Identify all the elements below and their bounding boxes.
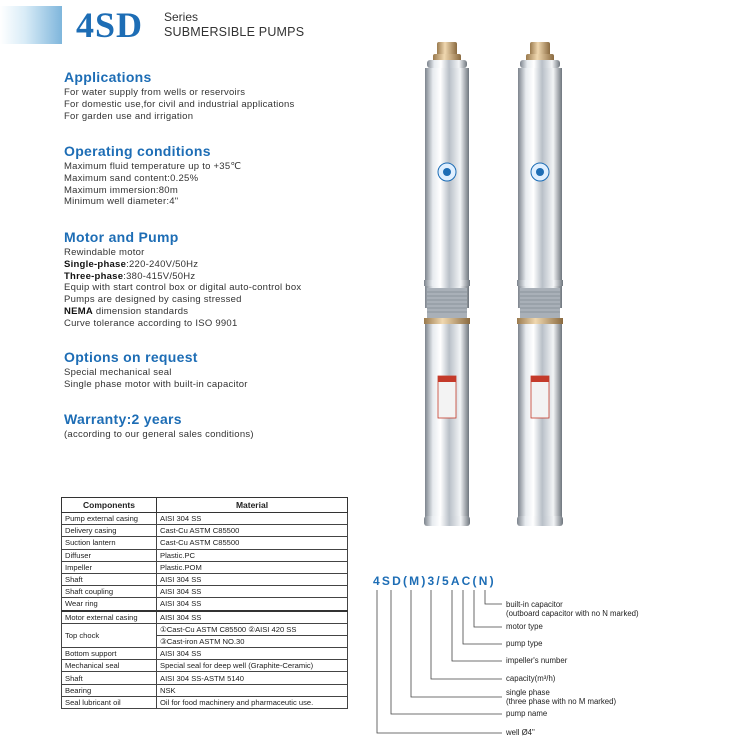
material-cell: AISI 304 SS xyxy=(157,513,348,525)
operating-title: Operating conditions xyxy=(64,143,211,159)
component-cell: Wear ring xyxy=(62,598,157,611)
operating-line: Minimum well diameter:4" xyxy=(64,196,179,208)
material-cell: Cast-Cu ASTM C85500 xyxy=(157,525,348,537)
options-line: Single phase motor with built-in capacitor xyxy=(64,378,248,390)
motor-line: Equip with start control box or digital auto-control box xyxy=(64,282,302,294)
code-label: single phase xyxy=(506,688,550,697)
material-cell: Plastic.POM xyxy=(157,561,348,573)
single-phase-label: Single-phase xyxy=(64,258,127,270)
component-cell: Diffuser xyxy=(62,549,157,561)
applications-line: For water supply from wells or reservoirs xyxy=(64,87,246,98)
three-phase-value: :380-415V/50Hz xyxy=(123,270,196,282)
component-cell: Shaft xyxy=(62,573,157,585)
material-cell: AISI 304 SS-ASTM 5140 xyxy=(157,672,348,684)
warranty-title: Warranty:2 years xyxy=(64,411,182,427)
material-cell: AISI 304 SS xyxy=(157,573,348,585)
component-cell: Bearing xyxy=(62,684,157,696)
code-label: motor type xyxy=(506,622,543,631)
motor-line: Pumps are designed by casing stressed xyxy=(64,294,242,306)
material-cell: ①Cast-Cu ASTM C85500 ②AISI 420 SS xyxy=(157,623,348,635)
series-subtitle: SUBMERSIBLE PUMPS xyxy=(164,25,305,39)
component-cell: Shaft coupling xyxy=(62,586,157,598)
applications-line: For garden use and irrigation xyxy=(64,110,194,122)
motor-line: Rewindable motor xyxy=(64,247,145,258)
components-header: Components xyxy=(62,498,157,513)
warranty-line: (according to our general sales conditions) xyxy=(64,429,254,440)
code-label: built-in capacitor xyxy=(506,600,563,609)
material-cell: AISI 304 SS xyxy=(157,586,348,598)
code-label: pump name xyxy=(506,709,548,718)
component-cell: Impeller xyxy=(62,561,157,573)
three-phase-label: Three-phase xyxy=(64,270,124,282)
component-cell: Motor external casing xyxy=(62,611,157,624)
component-cell: Pump external casing xyxy=(62,513,157,525)
model-code: 4SD(M)3/5AC(N) xyxy=(373,574,496,588)
series-code: 4SD xyxy=(76,5,144,45)
series-label: Series xyxy=(164,10,199,24)
material-cell: Plastic.PC xyxy=(157,549,348,561)
single-phase-value: :220-240V/50Hz xyxy=(126,258,199,270)
options-title: Options on request xyxy=(64,349,198,365)
component-cell: Delivery casing xyxy=(62,525,157,537)
code-label: capacity(m³/h) xyxy=(506,674,556,683)
material-cell: ③Cast-iron ASTM NO.30 xyxy=(157,635,348,647)
nema-value: dimension standards xyxy=(92,305,189,317)
material-cell: Cast-Cu ASTM C85500 xyxy=(157,537,348,549)
material-cell: Special seal for deep well (Graphite-Ceramic) xyxy=(157,660,348,672)
material-cell: AISI 304 SS xyxy=(157,648,348,660)
code-label: pump type xyxy=(506,639,543,648)
material-cell: NSK xyxy=(157,684,348,696)
applications-title: Applications xyxy=(64,69,152,85)
code-label: impeller's number xyxy=(506,656,568,665)
applications-line: For domestic use,for civil and industrial applications xyxy=(64,98,295,110)
material-cell: AISI 304 SS xyxy=(157,611,348,624)
component-cell: Suction lantern xyxy=(62,537,157,549)
material-header: Material xyxy=(157,498,348,513)
operating-line: Maximum immersion:80m xyxy=(64,184,178,196)
nema-label: NEMA xyxy=(64,305,93,317)
motor-title: Motor and Pump xyxy=(64,229,179,245)
options-line: Special mechanical seal xyxy=(64,367,172,378)
component-cell: Top chock xyxy=(62,623,157,647)
code-label: (three phase with no M marked) xyxy=(506,697,617,706)
code-label: (outboard capacitor with no N marked) xyxy=(506,609,639,618)
material-cell: AISI 304 SS xyxy=(157,598,348,611)
motor-line: Curve tolerance according to ISO 9901 xyxy=(64,317,238,329)
code-label: well Ø4" xyxy=(506,728,535,737)
component-cell: Bottom support xyxy=(62,648,157,660)
operating-line: Maximum fluid temperature up to +35℃ xyxy=(64,161,242,172)
material-cell: Oil for food machinery and pharmaceutic use. xyxy=(157,696,348,708)
component-cell: Mechanical seal xyxy=(62,660,157,672)
component-cell: Shaft xyxy=(62,672,157,684)
operating-line: Maximum sand content:0.25% xyxy=(64,172,199,184)
component-cell: Seal lubricant oil xyxy=(62,696,157,708)
